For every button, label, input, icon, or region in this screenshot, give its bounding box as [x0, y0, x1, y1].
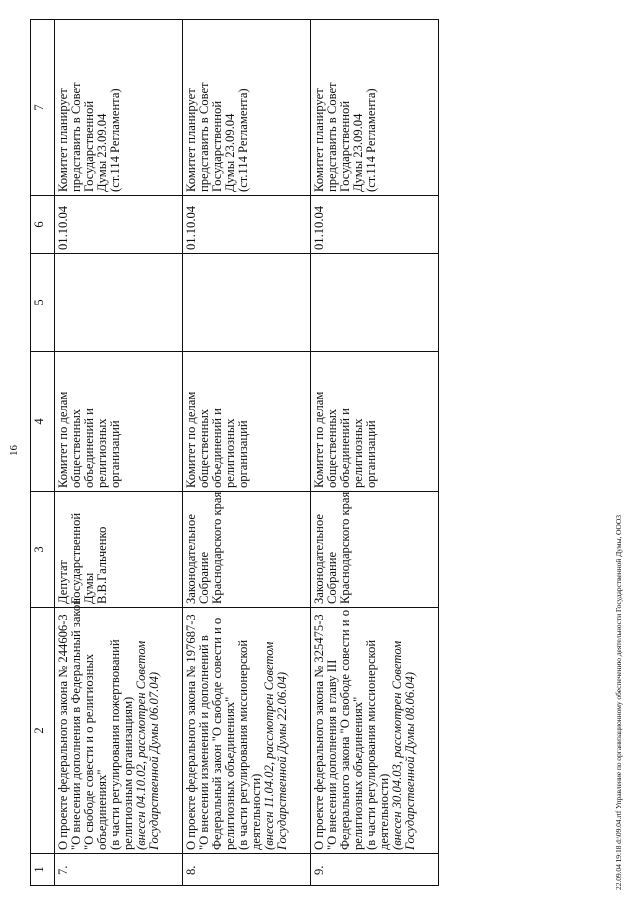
table-row: [183, 20, 311, 886]
column-5-cell: [311, 254, 439, 352]
column-header-7: 7: [31, 20, 55, 196]
committee-note: Комитет планирует представить в Совет Государственной Думы 23.09.04 (ст.114 Регламента): [311, 20, 439, 196]
committee-note: Комитет планирует представить в Совет Государственной Думы 23.09.04 (ст.114 Регламента): [55, 20, 183, 196]
table-row: [311, 20, 439, 886]
column-header-4: 4: [31, 352, 55, 492]
column-5-cell: [55, 254, 183, 352]
committee-note: Комитет планирует представить в Совет Государственной Думы 23.09.04 (ст.114 Регламента): [183, 20, 311, 196]
column-header-6: 6: [31, 196, 55, 254]
bill-author: Законодательное Собрание Краснодарского края: [183, 492, 311, 608]
bill-description: О проекте федерального закона № 244606-3 "О внесении дополнения в Федеральный закон "О свободе совести и о религиозных объединениях" (в части регулирования пожертвований религиозным организациям) (внесен 04.10.02, рассмотрен Советом Государственной Думы 06.07.04): [55, 608, 183, 854]
column-header-3: 3: [31, 492, 55, 608]
table-row: [55, 20, 183, 886]
bill-status-note: (внесен 30.04.03, рассмотрен Советом: [390, 640, 404, 850]
header-row: [31, 20, 55, 886]
bills-table: [30, 19, 439, 886]
bill-status-note: (внесен 11.04.02, рассмотрен Советом: [262, 641, 276, 850]
row-number: 8.: [183, 854, 311, 886]
bill-author: Законодательное Собрание Краснодарского края: [311, 492, 439, 608]
bill-author: Депутат Государственной Думы В.В.Гальченко: [55, 492, 183, 608]
document-footer: 22.09.04 19:18 d:\09.04.rtf Управление по организационному обеспечению деятельности Государственной Думы, ООО3: [614, 515, 623, 890]
responsible-committee: Комитет по делам общественных объединений и религиозных организаций: [183, 352, 311, 492]
row-number: 9.: [311, 854, 439, 886]
deadline-date: 01.10.04: [311, 196, 439, 254]
bill-description: О проекте федерального закона № 325475-3 "О внесении дополнения в главу III Федерального закона "О свободе совести и о религиозных объединениях" (в части регулирования миссионерской деятельности) (внесен 30.04.03, рассмотрен Советом Государственной Думы 08.06.04): [311, 608, 439, 854]
bill-status-note: (внесен 04.10.02, рассмотрен Советом: [134, 640, 148, 850]
deadline-date: 01.10.04: [55, 196, 183, 254]
row-number: 7.: [55, 854, 183, 886]
page-number: 16: [8, 445, 20, 456]
deadline-date: 01.10.04: [183, 196, 311, 254]
column-5-cell: [183, 254, 311, 352]
column-header-1: 1: [31, 854, 55, 886]
column-header-2: 2: [31, 608, 55, 854]
column-header-5: 5: [31, 254, 55, 352]
bill-description: О проекте федерального закона № 197687-3 "О внесении изменений и дополнений в Федеральный закон "О свободе совести и о религиозных объединениях" (в части регулирования миссионерской деятельности) (внесен 11.04.02, рассмотрен Советом Государственной Думы 22.06.04): [183, 608, 311, 854]
responsible-committee: Комитет по делам общественных объединений и религиозных организаций: [311, 352, 439, 492]
responsible-committee: Комитет по делам общественных объединений и религиозных организаций: [55, 352, 183, 492]
